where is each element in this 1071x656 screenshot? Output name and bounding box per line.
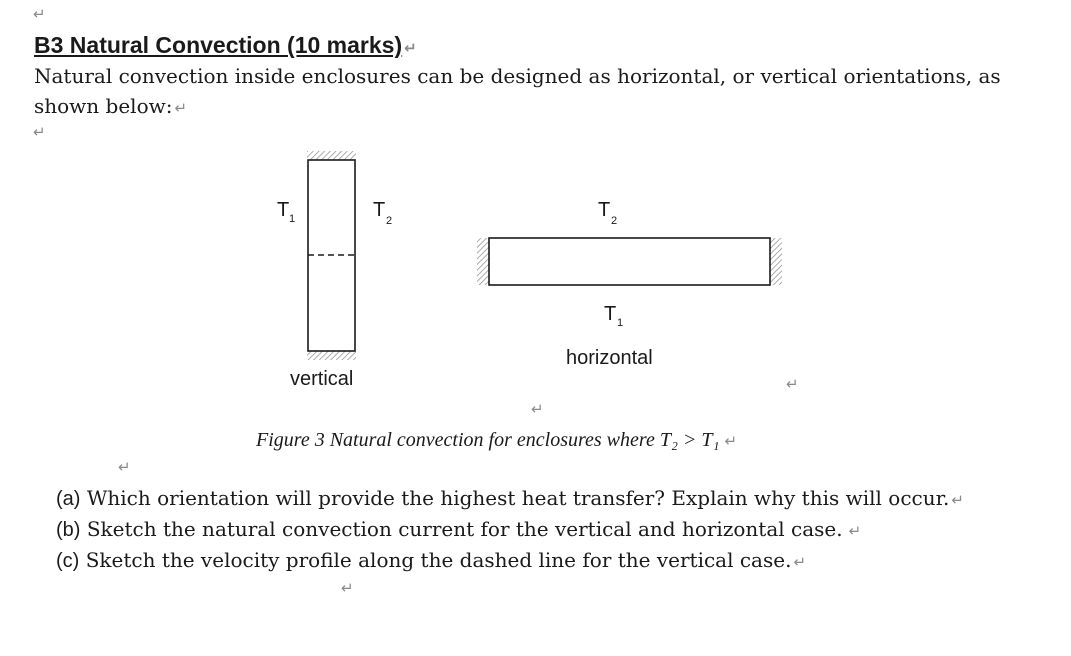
paragraph-mark: ↵ [724, 432, 738, 450]
vertical-left-temp-sub: 1 [289, 213, 296, 225]
paragraph-mark: ↵ [33, 123, 46, 141]
right-wall-hatch [770, 238, 782, 285]
paragraph-mark: ↵ [786, 375, 799, 393]
horizontal-enclosure [477, 199, 782, 369]
paragraph-mark: ↵ [404, 39, 417, 57]
horizontal-top-temp-label: T [598, 199, 611, 221]
left-wall-hatch [477, 238, 489, 285]
top-wall-hatch [307, 151, 356, 160]
horizontal-box [489, 238, 770, 285]
paragraph-mark: ↵ [793, 553, 807, 571]
paragraph-mark: ↵ [531, 400, 544, 418]
intro-paragraph: Natural convection inside enclosures can be designed as horizontal, or vertical orientations, as shown below: ↵ [34, 64, 1001, 118]
question-a [56, 483, 964, 514]
question-text: Which orientation will provide the highest heat transfer? Explain why this will occur. [86, 486, 950, 510]
question-list [56, 483, 964, 576]
paragraph-mark: ↵ [341, 579, 354, 597]
vertical-right-temp-label: T [373, 199, 386, 221]
paragraph-mark: ↵ [174, 99, 188, 117]
question-c [56, 545, 964, 576]
vertical-right-temp-sub: 2 [386, 215, 393, 227]
horizontal-bottom-temp-sub: 1 [617, 317, 624, 329]
question-text: Sketch the velocity profile along the dashed line for the vertical case. [85, 548, 792, 572]
horizontal-bottom-temp-label: T [604, 303, 617, 325]
question-tag: (b) [56, 519, 81, 541]
question-tag: (c) [56, 550, 80, 572]
horizontal-top-temp-sub: 2 [611, 215, 618, 227]
paragraph-mark: ↵ [951, 491, 964, 509]
horizontal-caption: horizontal [566, 347, 653, 369]
question-tag: (a) [56, 488, 81, 510]
vertical-left-temp-label: T [277, 199, 290, 221]
figure-caption: Figure 3 Natural convection for enclosures where T₂ > T₁ ↵ [256, 429, 738, 451]
paragraph-mark: ↵ [33, 5, 46, 23]
question-text: Sketch the natural convection current for the vertical and horizontal case. [86, 517, 843, 541]
question-b [56, 514, 964, 545]
vertical-caption: vertical [290, 368, 354, 390]
paragraph-mark: ↵ [118, 458, 131, 476]
paragraph-mark: ↵ [848, 522, 862, 540]
bottom-wall-hatch [307, 351, 356, 360]
section-heading: B3 Natural Convection (10 marks) ↵ [34, 32, 417, 58]
vertical-enclosure [277, 151, 392, 390]
